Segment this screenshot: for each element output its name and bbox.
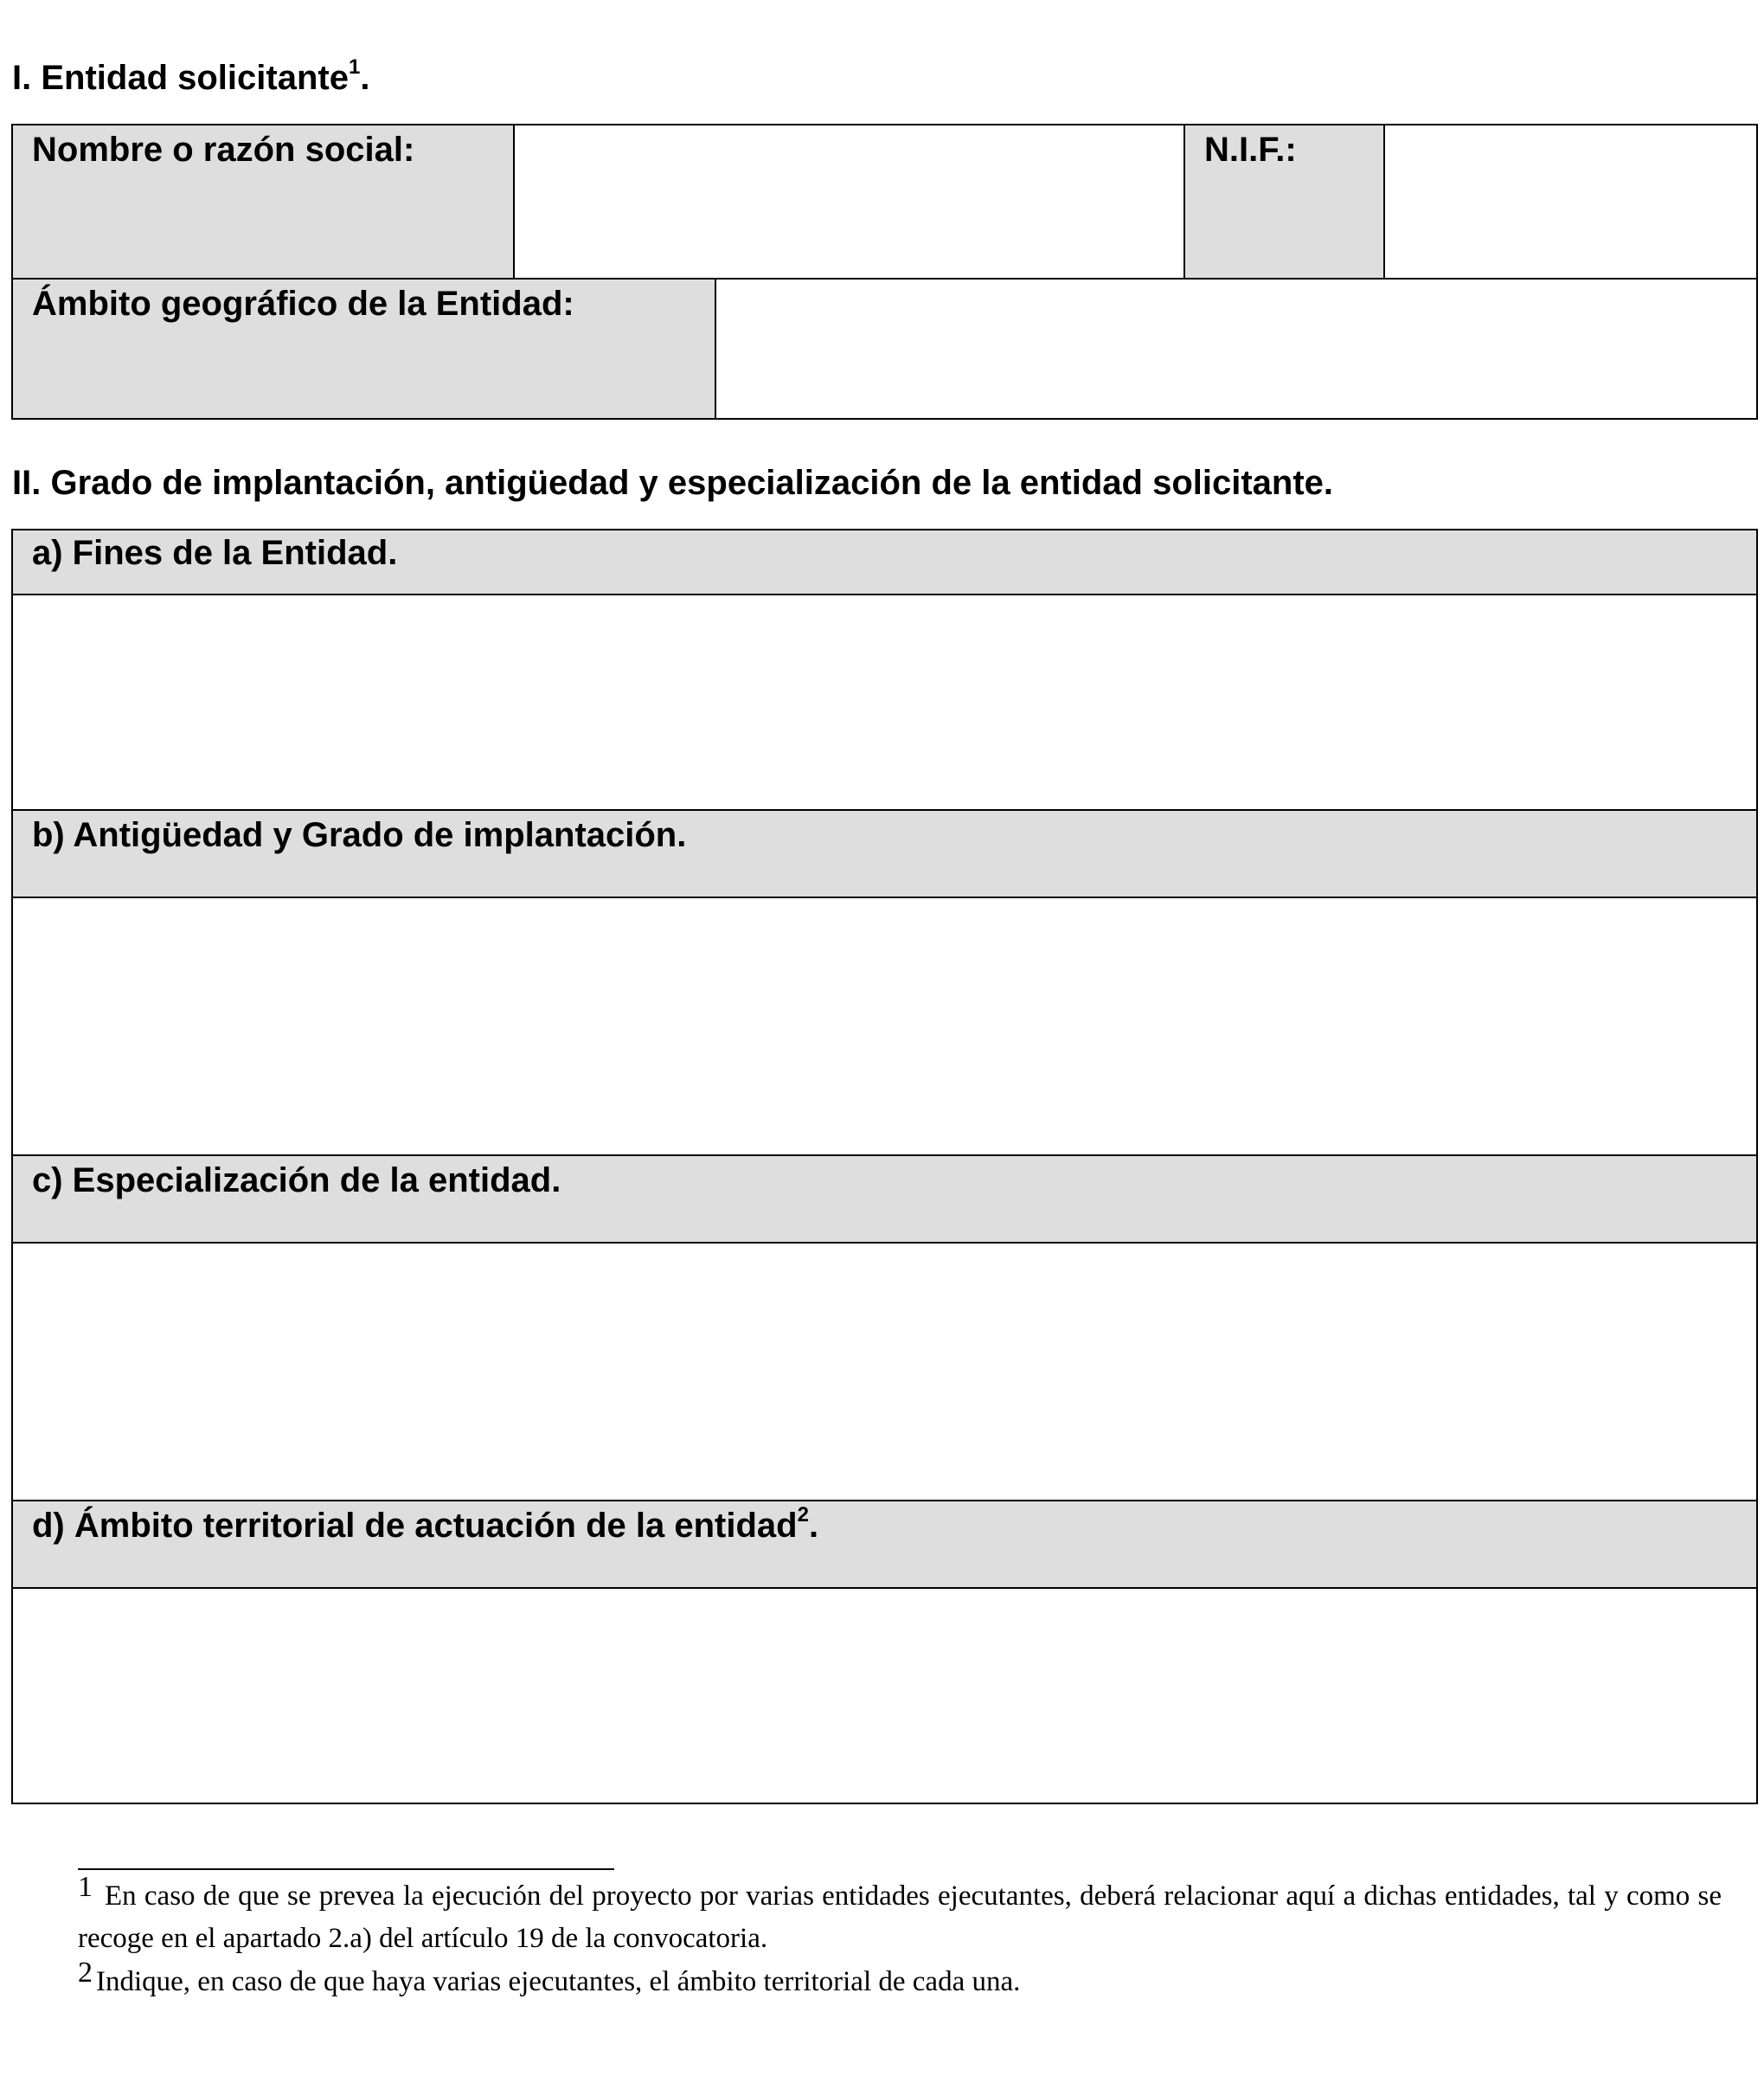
section-1-title	[12, 57, 369, 99]
ambito-input-cell[interactable]	[715, 279, 1757, 419]
ambito-territorial-header-row	[12, 1501, 1757, 1588]
section-1-title-end: .	[360, 59, 370, 97]
footnote-ref-1[interactable]: 1	[348, 55, 361, 79]
ambito-label: Ámbito geográfico de la Entidad:	[32, 285, 574, 323]
fines-label-cell	[12, 530, 1757, 595]
section-1-title-text: I. Entidad solicitante	[12, 59, 349, 97]
footnote-1-text: En caso de que se prevea la ejecución del proyecto por varias entidades ejecutantes, deberá relacionar aquí a dichas entidades, tal y como se recoge en el apartado 2.a) del artículo 19 de la convocatoria.	[78, 1880, 1722, 1954]
fines-label: a) Fines de la Entidad.	[32, 534, 398, 572]
nif-label: N.I.F.:	[1204, 131, 1297, 169]
entidad-row-name	[12, 125, 1757, 279]
footnote-1-mark: 1	[78, 1871, 93, 1903]
fines-input-cell[interactable]	[12, 595, 1757, 810]
ambito-territorial-label-end: .	[808, 1507, 819, 1545]
entidad-table	[11, 124, 1758, 420]
ambito-label-cell	[12, 279, 715, 419]
footnote-1	[78, 1871, 1722, 1960]
antiguedad-input-cell[interactable]	[12, 897, 1757, 1155]
ambito-territorial-label	[13, 1501, 1756, 1546]
footnotes	[78, 1871, 1722, 2003]
ambito-territorial-input-cell[interactable]	[12, 1588, 1757, 1803]
ambito-territorial-label-cell	[12, 1501, 1757, 1588]
ambito-territorial-body-row	[12, 1588, 1757, 1803]
footnote-2-mark: 2	[78, 1957, 93, 1989]
especializacion-body-row	[12, 1243, 1757, 1501]
name-input-cell[interactable]	[514, 125, 1184, 279]
antiguedad-label: b) Antigüedad y Grado de implantación.	[32, 816, 687, 854]
footnote-divider	[78, 1868, 614, 1870]
footnote-2	[78, 1957, 1722, 2003]
name-label: Nombre o razón social:	[32, 131, 415, 169]
implantacion-table	[11, 529, 1758, 1804]
antiguedad-header-row	[12, 810, 1757, 897]
especializacion-label-cell	[12, 1155, 1757, 1243]
nif-label-cell	[1184, 125, 1384, 279]
especializacion-input-cell[interactable]	[12, 1243, 1757, 1501]
antiguedad-body-row	[12, 897, 1757, 1155]
nif-input-cell[interactable]	[1384, 125, 1757, 279]
section-2-title	[12, 462, 1333, 504]
fines-body-row	[12, 595, 1757, 810]
entidad-row-ambito	[12, 279, 1757, 419]
name-label-cell	[12, 125, 514, 279]
footnote-2-text: Indique, en caso de que haya varias ejecutantes, el ámbito territorial de cada una.	[96, 1966, 1021, 1997]
especializacion-label: c) Especialización de la entidad.	[32, 1161, 561, 1199]
footnote-ref-2[interactable]: 2	[797, 1502, 809, 1527]
ambito-territorial-label-text: d) Ámbito territorial de actuación de la entidad	[32, 1507, 798, 1545]
fines-header-row	[12, 530, 1757, 595]
section-2-title-text: II. Grado de implantación, antigüedad y especialización de la entidad solicitante.	[12, 464, 1334, 502]
especializacion-header-row	[12, 1155, 1757, 1243]
antiguedad-label-cell	[12, 810, 1757, 897]
